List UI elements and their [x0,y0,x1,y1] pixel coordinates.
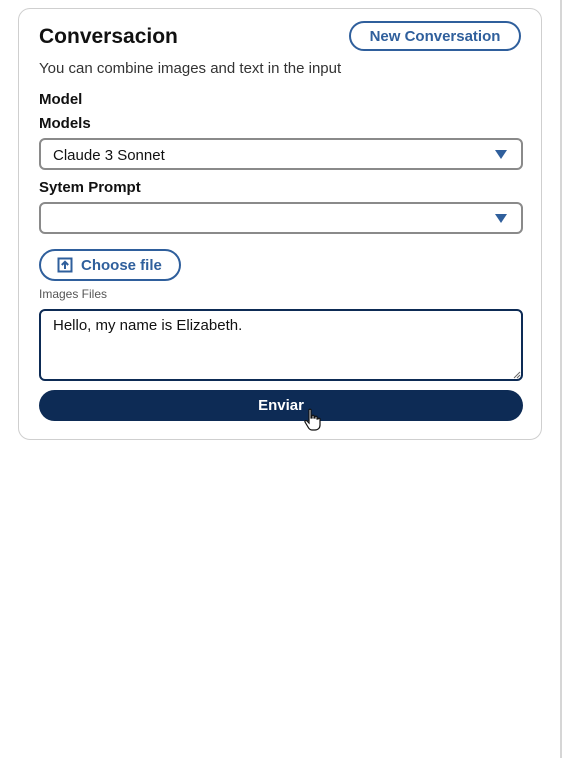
send-button[interactable]: Enviar [39,390,523,421]
choose-file-button[interactable] [39,249,181,281]
upload-icon [57,257,73,273]
model-heading: Model [39,91,83,108]
chevron-down-icon [495,214,507,223]
system-prompt-select[interactable] [39,202,523,234]
hand-pointer-icon [303,408,321,432]
card-header [39,21,521,55]
card-subtitle: You can combine images and text in the input [39,60,342,77]
message-input[interactable] [39,309,523,381]
new-conversation-button[interactable]: New Conversation [349,21,521,51]
conversation-card [18,8,542,440]
models-label: Models [39,115,91,132]
choose-file-label: Choose file [81,256,162,274]
system-prompt-label: Sytem Prompt [39,179,141,196]
models-select-value: Claude 3 Sonnet [53,147,165,164]
resize-handle-icon[interactable] [513,371,521,379]
chevron-down-icon [495,150,507,159]
card-title: Conversacion [39,25,178,48]
models-select[interactable] [39,138,523,170]
images-files-label: Images Files [39,287,108,301]
